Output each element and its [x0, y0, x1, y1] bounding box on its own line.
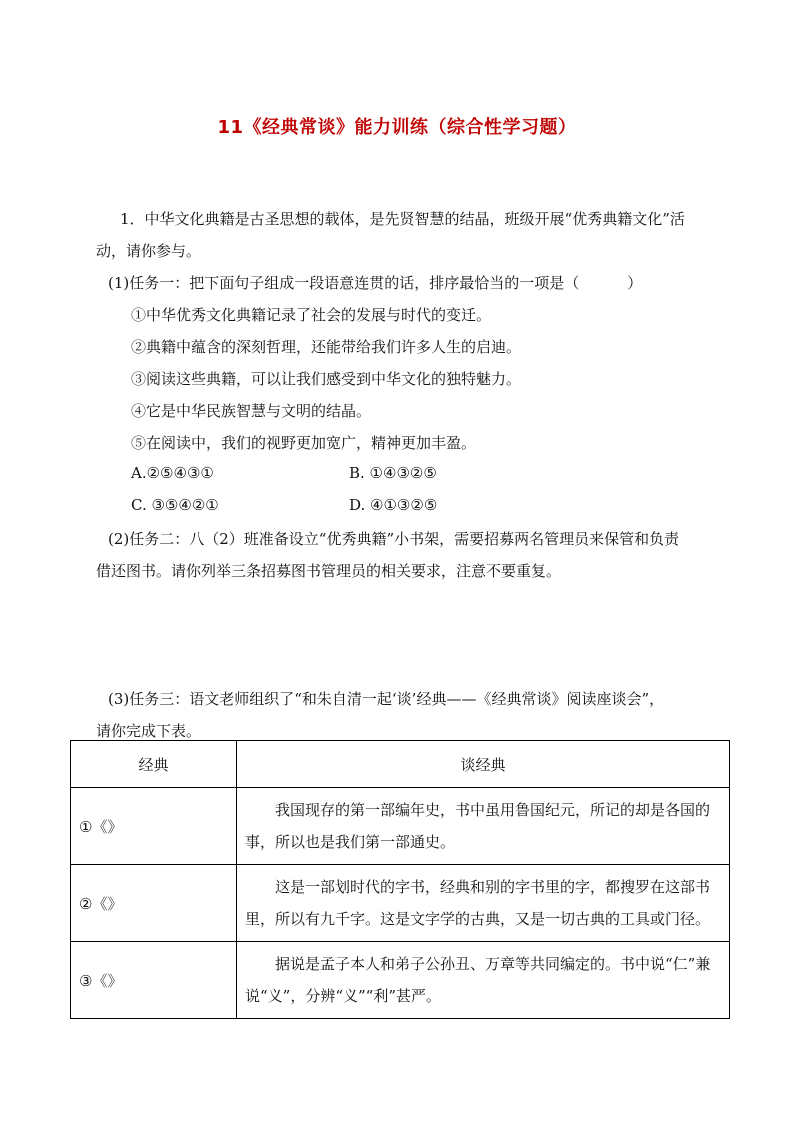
classic-description-cell: 这是一部划时代的字书，经典和别的字书里的字，都搜罗在这部书里，所以有九千字。这是文字学的古典，又是一切古典的工具或门径。	[237, 865, 730, 942]
header-classic: 经典	[71, 741, 237, 788]
sentence-3: ③阅读这些典籍，可以让我们感受到中华文化的独特魅力。	[131, 370, 522, 388]
question-1-line-1: 1．中华文化典籍是古圣思想的载体，是先贤智慧的结晶，班级开展“优秀典籍文化”活	[120, 210, 685, 228]
question-1-line-2: 动，请你参与。	[96, 242, 202, 260]
page-title: 11《经典常谈》能力训练（综合性学习题）	[217, 117, 577, 138]
task-3-line-1: (3)任务三：语文老师组织了“和朱自清一起‘谈’经典——《经典常谈》阅读座谈会”，	[108, 690, 665, 708]
table-row	[71, 865, 730, 942]
option-b: B. ①④③②⑤	[349, 464, 437, 482]
task-1-stem-close: ）	[627, 274, 643, 292]
task-1-stem	[108, 272, 642, 293]
table-row	[71, 788, 730, 865]
option-c: C. ③⑤④②①	[131, 496, 219, 514]
option-d: D. ④①③②⑤	[349, 496, 438, 514]
table-row	[71, 942, 730, 1019]
task-1-stem-text: (1)任务一：把下面句子组成一段语意连贯的话，排序最恰当的一项是（	[108, 274, 580, 292]
classic-description-cell: 据说是孟子本人和弟子公孙丑、万章等共同编定的。书中说“仁”兼说“义”，分辨“义”“利”甚严。	[237, 942, 730, 1019]
sentence-1: ①中华优秀文化典籍记录了社会的发展与时代的变迁。	[131, 306, 492, 324]
classic-name-cell[interactable]: ③《》	[71, 942, 237, 1019]
classic-description-cell: 我国现存的第一部编年史，书中虽用鲁国纪元，所记的却是各国的事，所以也是我们第一部通史。	[237, 788, 730, 865]
table-header-row	[71, 741, 730, 788]
sentence-2: ②典籍中蕴含的深刻哲理，还能带给我们许多人生的启迪。	[131, 338, 522, 356]
classics-table	[70, 740, 730, 1019]
option-a: A.②⑤④③①	[131, 464, 214, 482]
sentence-5: ⑤在阅读中，我们的视野更加宽广，精神更加丰盈。	[131, 434, 477, 452]
sentence-4: ④它是中华民族智慧与文明的结晶。	[131, 402, 372, 420]
header-discussion: 谈经典	[237, 741, 730, 788]
task-2-line-1: (2)任务二：八（2）班准备设立“优秀典籍”小书架，需要招募两名管理员来保管和负责	[108, 530, 680, 548]
task-3-line-2: 请你完成下表。	[96, 722, 202, 740]
task-2-line-2: 借还图书。请你列举三条招募图书管理员的相关要求，注意不要重复。	[96, 562, 562, 580]
classic-name-cell[interactable]: ①《》	[71, 788, 237, 865]
classic-name-cell[interactable]: ②《》	[71, 865, 237, 942]
